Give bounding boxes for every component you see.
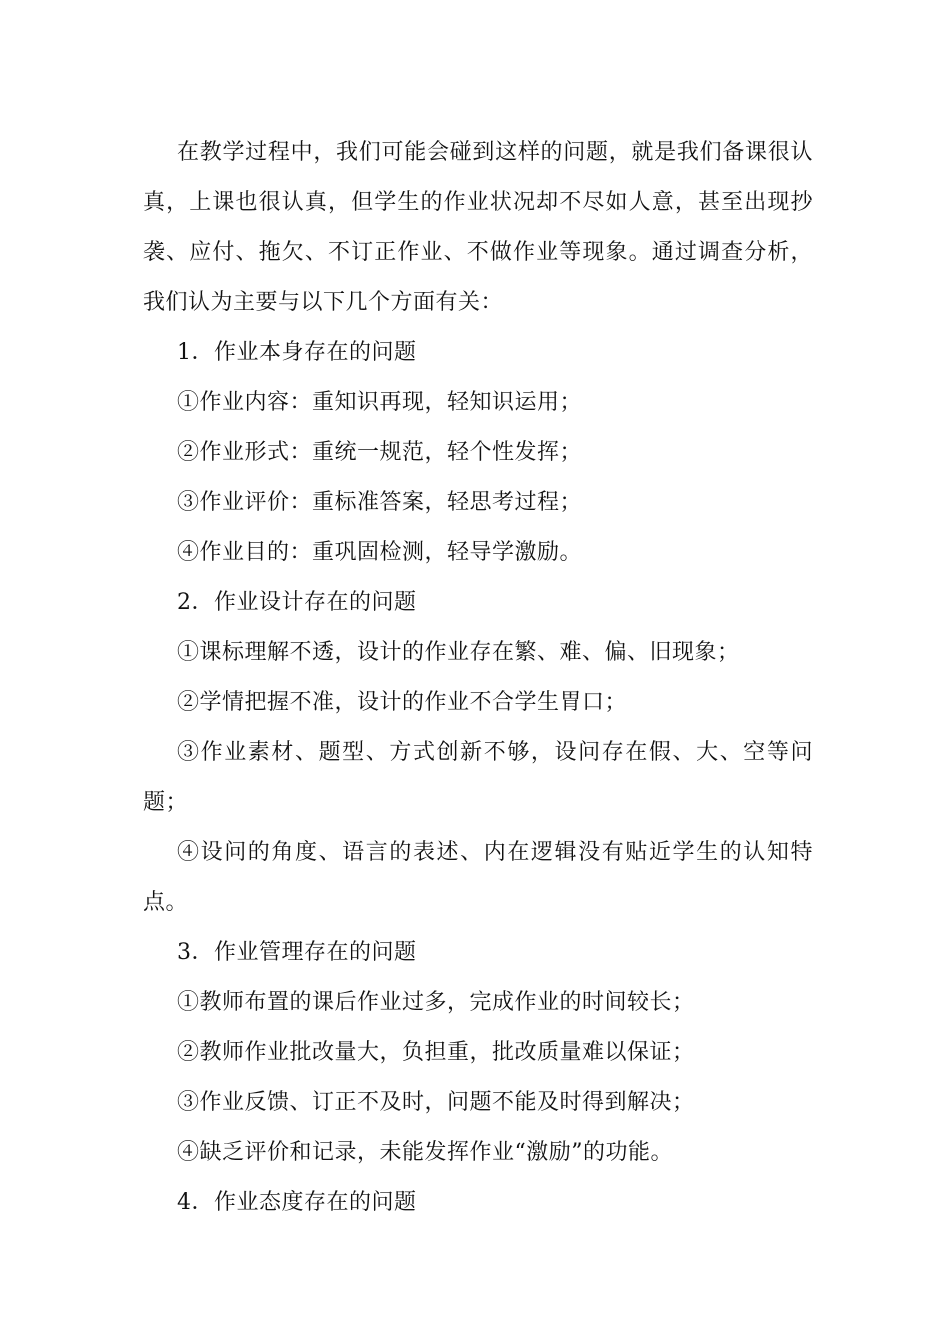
list-item: ②教师作业批改量大，负担重，批改质量难以保证；	[177, 1040, 695, 1065]
intro-paragraph: 在教学过程中，我们可能会碰到这样的问题，就是我们备课很认真，上课也很认真，但学生的作业状况却不尽如人意，甚至出现抄袭、应付、拖欠、不订正作业、不做作业等现象。通过调查分析，我们认为主要与以下几个方面有关：	[143, 140, 813, 315]
list-item: ③作业评价：重标准答案，轻思考过程；	[177, 490, 583, 515]
list-item: ①作业内容：重知识再现，轻知识运用；	[177, 390, 583, 415]
section-heading-1: 1．作业本身存在的问题	[177, 340, 417, 365]
list-item: ③作业反馈、订正不及时，问题不能及时得到解决；	[177, 1090, 695, 1115]
section-heading-2: 2．作业设计存在的问题	[177, 590, 417, 615]
list-item: ①教师布置的课后作业过多，完成作业的时间较长；	[177, 990, 695, 1015]
list-item: ②学情把握不准，设计的作业不合学生胃口；	[177, 690, 628, 715]
list-item: ③作业素材、题型、方式创新不够，设问存在假、大、空等问题；	[143, 740, 813, 815]
list-item: ④设问的角度、语言的表述、内在逻辑没有贴近学生的认知特点。	[143, 840, 813, 915]
list-item: ①课标理解不透，设计的作业存在繁、难、偏、旧现象；	[177, 640, 740, 665]
document-body	[143, 128, 813, 1228]
list-item: ④作业目的：重巩固检测，轻导学激励。	[177, 540, 583, 565]
section-heading-4: 4．作业态度存在的问题	[177, 1190, 417, 1215]
list-item: ④缺乏评价和记录，未能发挥作业“激励”的功能。	[177, 1140, 673, 1165]
section-heading-3: 3．作业管理存在的问题	[177, 940, 417, 965]
list-item: ②作业形式：重统一规范，轻个性发挥；	[177, 440, 583, 465]
